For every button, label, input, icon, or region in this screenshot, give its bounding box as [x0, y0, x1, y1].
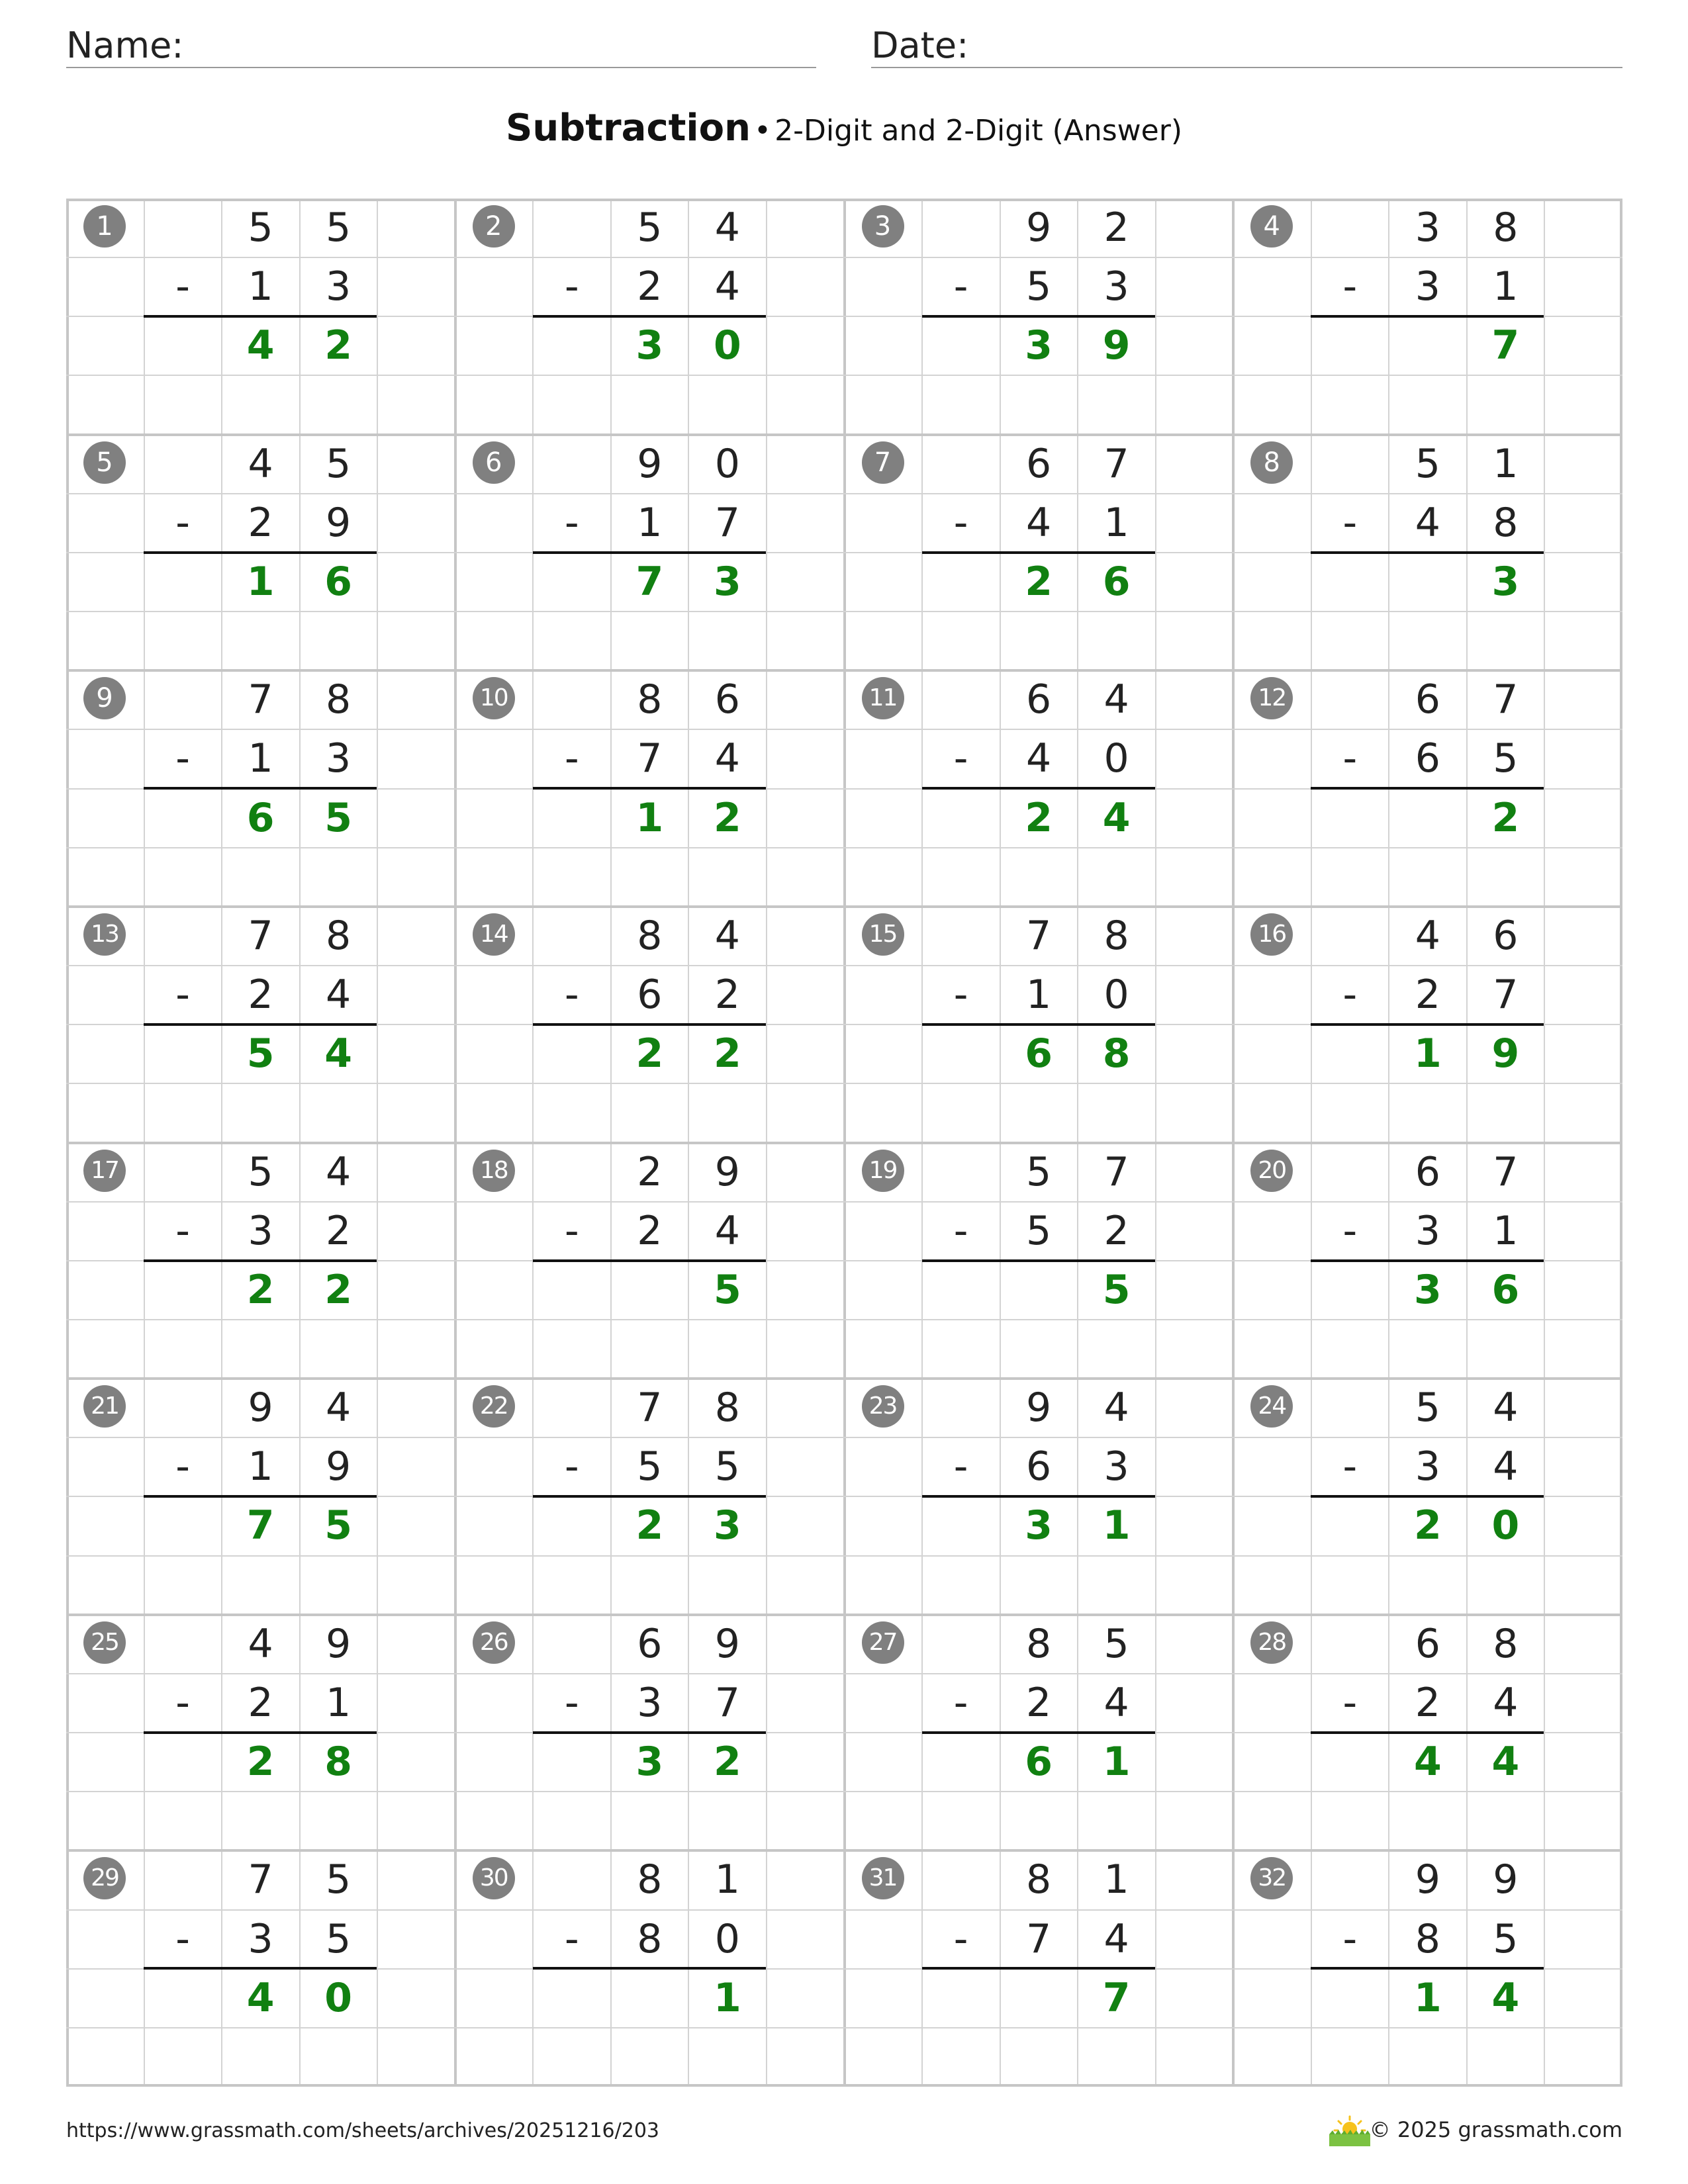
subtrahend-digit: 3: [248, 1207, 273, 1254]
worksheet-grid: [66, 199, 1622, 2087]
problem-number-badge: 11: [862, 677, 904, 719]
answer-digit: 9: [1491, 1030, 1520, 1077]
minuend-digit: 5: [1103, 1620, 1129, 1667]
minuend-digit: 5: [1026, 1148, 1052, 1195]
problem-31: [845, 1850, 1233, 2086]
minuend-digit: 9: [1493, 1856, 1519, 1903]
problem-25: [66, 1615, 455, 1850]
minus-sign: -: [953, 735, 968, 782]
answer-digit: 2: [246, 1266, 275, 1313]
problem-number-badge: 8: [1250, 441, 1293, 484]
minuend-digit: 9: [248, 1385, 273, 1432]
footer-copyright: © 2025 grassmath.com: [1369, 2117, 1622, 2142]
minuend-digit: 8: [1493, 205, 1519, 251]
answer-digit: 2: [1413, 1502, 1442, 1549]
minus-sign: -: [1342, 735, 1358, 782]
minuend-digit: 7: [1493, 1148, 1519, 1195]
minus-sign: -: [953, 1443, 968, 1490]
minuend-digit: 9: [326, 1620, 352, 1667]
problem-number-badge: 4: [1250, 205, 1293, 248]
answer-digit: 7: [246, 1502, 275, 1549]
answer-digit: 4: [1102, 794, 1131, 841]
subtrahend-digit: 2: [326, 1207, 352, 1254]
minuend-digit: 4: [1103, 676, 1129, 723]
minus-sign: -: [175, 1207, 190, 1254]
answer-digit: 6: [1491, 1266, 1520, 1313]
problem-number-badge: 31: [862, 1857, 904, 1899]
problem-number-badge: 14: [473, 913, 515, 956]
problem-23: [845, 1379, 1233, 1614]
subtrahend-digit: 4: [1103, 1915, 1129, 1962]
minuend-digit: 5: [248, 1148, 273, 1195]
answer-digit: 1: [1413, 1974, 1442, 2021]
subtrahend-digit: 4: [1026, 499, 1052, 546]
subtrahend-digit: 1: [248, 735, 273, 782]
minus-sign: -: [1342, 499, 1358, 546]
subtrahend-digit: 2: [1103, 1207, 1129, 1254]
subtrahend-digit: 5: [1493, 735, 1519, 782]
subtrahend-digit: 8: [1415, 1915, 1440, 1962]
problem-8: [1233, 435, 1622, 670]
answer-digit: 2: [1025, 558, 1053, 605]
problem-number-badge: 28: [1250, 1621, 1293, 1664]
subtrahend-digit: 3: [326, 263, 352, 310]
problem-12: [1233, 670, 1622, 906]
subtrahend-digit: 6: [637, 972, 663, 1019]
subtrahend-digit: 7: [714, 499, 740, 546]
problem-17: [66, 1143, 455, 1379]
subtrahend-digit: 2: [714, 972, 740, 1019]
minuend-digit: 8: [326, 676, 352, 723]
minuend-digit: 2: [637, 1148, 663, 1195]
minuend-digit: 7: [248, 676, 273, 723]
minus-sign: -: [953, 1207, 968, 1254]
answer-digit: 0: [714, 322, 741, 369]
problem-16: [1233, 907, 1622, 1142]
subtrahend-digit: 2: [1026, 1679, 1052, 1726]
answer-digit: 1: [246, 558, 275, 605]
problem-number-badge: 3: [862, 205, 904, 248]
name-line: [66, 67, 816, 68]
minuend-digit: 5: [326, 440, 352, 487]
minuend-digit: 9: [1026, 205, 1052, 251]
minuend-digit: 5: [248, 205, 273, 251]
minuend-digit: 9: [1415, 1856, 1440, 1903]
subtrahend-digit: 3: [248, 1915, 273, 1962]
answer-digit: 6: [1025, 1739, 1053, 1786]
problem-9: [66, 670, 455, 906]
problem-29: [66, 1850, 455, 2086]
answer-digit: 4: [1491, 1739, 1520, 1786]
minus-sign: -: [1342, 972, 1358, 1019]
minus-sign: -: [175, 1915, 190, 1962]
subtrahend-digit: 2: [248, 972, 273, 1019]
subtrahend-digit: 4: [714, 735, 740, 782]
subtrahend-digit: 6: [1415, 735, 1440, 782]
problem-32: [1233, 1850, 1622, 2086]
problem-number-badge: 18: [473, 1150, 515, 1192]
answer-digit: 8: [1102, 1030, 1131, 1077]
problem-4: [1233, 199, 1622, 434]
minuend-digit: 1: [1103, 1856, 1129, 1903]
problem-10: [455, 670, 844, 906]
minus-sign: -: [1342, 1207, 1358, 1254]
minuend-digit: 5: [637, 205, 663, 251]
minuend-digit: 6: [1415, 1620, 1440, 1667]
subtrahend-digit: 4: [1026, 735, 1052, 782]
problem-number-badge: 2: [473, 205, 515, 248]
minus-sign: -: [1342, 1679, 1358, 1726]
minus-sign: -: [175, 1443, 190, 1490]
minuend-digit: 1: [1493, 440, 1519, 487]
minuend-digit: 7: [1026, 912, 1052, 959]
subtrahend-digit: 6: [1026, 1443, 1052, 1490]
problem-7: [845, 435, 1233, 670]
problem-30: [455, 1850, 844, 2086]
answer-digit: 9: [1102, 322, 1131, 369]
minuend-digit: 1: [714, 1856, 740, 1903]
subtrahend-digit: 0: [714, 1915, 740, 1962]
answer-digit: 2: [1491, 794, 1520, 841]
title-subtitle: 2-Digit and 2-Digit (Answer): [774, 114, 1182, 148]
problem-number-badge: 12: [1250, 677, 1293, 719]
answer-digit: 2: [324, 1266, 353, 1313]
problem-21: [66, 1379, 455, 1614]
problem-number-badge: 19: [862, 1150, 904, 1192]
problem-number-badge: 29: [83, 1857, 126, 1899]
minus-sign: -: [175, 1679, 190, 1726]
answer-digit: 2: [714, 1030, 741, 1077]
problem-number-badge: 1: [83, 205, 126, 248]
answer-digit: 5: [246, 1030, 275, 1077]
subtrahend-digit: 3: [326, 735, 352, 782]
problem-number-badge: 13: [83, 913, 126, 956]
minuend-digit: 9: [637, 440, 663, 487]
problem-27: [845, 1615, 1233, 1850]
subtrahend-digit: 4: [714, 1207, 740, 1254]
problem-number-badge: 20: [1250, 1150, 1293, 1192]
minuend-digit: 5: [1415, 1385, 1440, 1432]
answer-digit: 1: [1102, 1502, 1131, 1549]
minuend-digit: 8: [1026, 1620, 1052, 1667]
problem-number-badge: 9: [83, 677, 126, 719]
subtrahend-digit: 2: [637, 1207, 663, 1254]
subtrahend-digit: 1: [637, 499, 663, 546]
minuend-digit: 4: [714, 205, 740, 251]
answer-digit: 6: [1102, 558, 1131, 605]
subtrahend-digit: 1: [1493, 1207, 1519, 1254]
subtrahend-digit: 7: [637, 735, 663, 782]
minuend-digit: 5: [326, 1856, 352, 1903]
problem-number-badge: 21: [83, 1385, 126, 1428]
minus-sign: -: [564, 735, 579, 782]
minus-sign: -: [175, 499, 190, 546]
subtrahend-digit: 5: [326, 1915, 352, 1962]
subtrahend-digit: 8: [1493, 499, 1519, 546]
problem-24: [1233, 1379, 1622, 1614]
answer-digit: 7: [1491, 322, 1520, 369]
problem-number-badge: 24: [1250, 1385, 1293, 1428]
problem-number-badge: 32: [1250, 1857, 1293, 1899]
minuend-digit: 6: [637, 1620, 663, 1667]
minuend-digit: 5: [1415, 440, 1440, 487]
minuend-digit: 3: [1415, 205, 1440, 251]
name-label: Name:: [66, 24, 184, 66]
answer-digit: 4: [1413, 1739, 1442, 1786]
minus-sign: -: [564, 972, 579, 1019]
problem-number-badge: 16: [1250, 913, 1293, 956]
problem-number-badge: 7: [862, 441, 904, 484]
minus-sign: -: [953, 1915, 968, 1962]
answer-digit: 0: [1491, 1502, 1520, 1549]
subtrahend-digit: 3: [1103, 263, 1129, 310]
subtrahend-digit: 4: [1493, 1679, 1519, 1726]
answer-digit: 6: [246, 794, 275, 841]
answer-digit: 3: [1413, 1266, 1442, 1313]
problem-14: [455, 907, 844, 1142]
subtrahend-digit: 1: [248, 263, 273, 310]
subtrahend-digit: 7: [714, 1679, 740, 1726]
minuend-digit: 4: [714, 912, 740, 959]
minuend-digit: 6: [1493, 912, 1519, 959]
date-label: Date:: [871, 24, 969, 66]
minuend-digit: 0: [714, 440, 740, 487]
problem-20: [1233, 1143, 1622, 1379]
answer-digit: 3: [635, 1739, 664, 1786]
problem-5: [66, 435, 455, 670]
subtrahend-digit: 5: [1493, 1915, 1519, 1962]
problem-28: [1233, 1615, 1622, 1850]
minuend-digit: 8: [714, 1385, 740, 1432]
minuend-digit: 8: [637, 912, 663, 959]
problem-number-badge: 6: [473, 441, 515, 484]
subtrahend-digit: 5: [637, 1443, 663, 1490]
minuend-digit: 7: [1103, 440, 1129, 487]
minus-sign: -: [1342, 1443, 1358, 1490]
minuend-digit: 9: [714, 1148, 740, 1195]
subtrahend-digit: 3: [1415, 1207, 1440, 1254]
minus-sign: -: [953, 263, 968, 310]
answer-digit: 2: [324, 322, 353, 369]
minuend-digit: 7: [248, 1856, 273, 1903]
subtrahend-digit: 3: [1103, 1443, 1129, 1490]
answer-digit: 2: [1025, 794, 1053, 841]
minus-sign: -: [564, 263, 579, 310]
subtrahend-digit: 5: [714, 1443, 740, 1490]
minus-sign: -: [1342, 263, 1358, 310]
answer-digit: 2: [635, 1502, 664, 1549]
subtrahend-digit: 2: [637, 263, 663, 310]
minuend-digit: 8: [637, 1856, 663, 1903]
problem-11: [845, 670, 1233, 906]
subtrahend-digit: 3: [1415, 1443, 1440, 1490]
page-title: [0, 105, 1688, 161]
answer-digit: 0: [324, 1974, 353, 2021]
answer-digit: 1: [714, 1974, 741, 2021]
subtrahend-digit: 0: [1103, 735, 1129, 782]
problem-3: [845, 199, 1233, 434]
problem-1: [66, 199, 455, 434]
answer-digit: 4: [1491, 1974, 1520, 2021]
subtrahend-digit: 4: [714, 263, 740, 310]
answer-digit: 4: [246, 1974, 275, 2021]
minus-sign: -: [564, 1679, 579, 1726]
footer-url: https://www.grassmath.com/sheets/archives/20251216/203: [66, 2119, 660, 2142]
answer-digit: 2: [246, 1739, 275, 1786]
answer-digit: 3: [714, 558, 741, 605]
answer-digit: 6: [324, 558, 353, 605]
answer-digit: 8: [324, 1739, 353, 1786]
problem-19: [845, 1143, 1233, 1379]
minus-sign: -: [953, 972, 968, 1019]
date-line: [871, 67, 1622, 68]
answer-digit: 7: [635, 558, 664, 605]
minus-sign: -: [175, 263, 190, 310]
minuend-digit: 4: [326, 1385, 352, 1432]
answer-digit: 4: [246, 322, 275, 369]
subtrahend-digit: 4: [326, 972, 352, 1019]
problem-2: [455, 199, 844, 434]
minuend-digit: 7: [1493, 676, 1519, 723]
title-main: Subtraction: [505, 107, 751, 150]
answer-digit: 3: [1025, 322, 1053, 369]
problem-number-badge: 15: [862, 913, 904, 956]
minuend-digit: 6: [1026, 676, 1052, 723]
minus-sign: -: [564, 499, 579, 546]
answer-digit: 5: [324, 794, 353, 841]
subtrahend-digit: 7: [1026, 1915, 1052, 1962]
minus-sign: -: [175, 735, 190, 782]
problem-number-badge: 17: [83, 1150, 126, 1192]
answer-digit: 6: [1025, 1030, 1053, 1077]
answer-digit: 5: [324, 1502, 353, 1549]
subtrahend-digit: 1: [1026, 972, 1052, 1019]
title-separator: •: [754, 114, 771, 148]
subtrahend-digit: 1: [326, 1679, 352, 1726]
subtrahend-digit: 3: [1415, 263, 1440, 310]
subtrahend-digit: 2: [1415, 1679, 1440, 1726]
minus-sign: -: [564, 1915, 579, 1962]
subtrahend-digit: 1: [248, 1443, 273, 1490]
answer-digit: 5: [714, 1266, 741, 1313]
minus-sign: -: [953, 1679, 968, 1726]
answer-digit: 1: [635, 794, 664, 841]
problem-number-badge: 25: [83, 1621, 126, 1664]
minuend-digit: 2: [1103, 205, 1129, 251]
subtrahend-digit: 2: [1415, 972, 1440, 1019]
problem-number-badge: 26: [473, 1621, 515, 1664]
subtrahend-digit: 2: [248, 1679, 273, 1726]
subtrahend-digit: 9: [326, 1443, 352, 1490]
answer-digit: 5: [1102, 1266, 1131, 1313]
subtrahend-digit: 8: [637, 1915, 663, 1962]
problem-6: [455, 435, 844, 670]
problem-number-badge: 5: [83, 441, 126, 484]
subtrahend-digit: 9: [326, 499, 352, 546]
subtrahend-digit: 3: [637, 1679, 663, 1726]
problem-number-badge: 27: [862, 1621, 904, 1664]
minuend-digit: 7: [637, 1385, 663, 1432]
minuend-digit: 8: [1103, 912, 1129, 959]
answer-digit: 1: [1413, 1030, 1442, 1077]
minuend-digit: 5: [326, 205, 352, 251]
minuend-digit: 4: [1493, 1385, 1519, 1432]
subtrahend-digit: 7: [1493, 972, 1519, 1019]
minuend-digit: 6: [1415, 1148, 1440, 1195]
minuend-digit: 4: [248, 1620, 273, 1667]
subtrahend-digit: 4: [1103, 1679, 1129, 1726]
subtrahend-digit: 1: [1103, 499, 1129, 546]
minuend-digit: 6: [714, 676, 740, 723]
answer-digit: 2: [714, 1739, 741, 1786]
problem-number-badge: 30: [473, 1857, 515, 1899]
minuend-digit: 9: [1026, 1385, 1052, 1432]
grass-sun-logo-icon: [1327, 2115, 1373, 2148]
subtrahend-digit: 4: [1493, 1443, 1519, 1490]
problem-13: [66, 907, 455, 1142]
problem-26: [455, 1615, 844, 1850]
problem-15: [845, 907, 1233, 1142]
minuend-digit: 6: [1026, 440, 1052, 487]
minuend-digit: 4: [1103, 1385, 1129, 1432]
minuend-digit: 8: [1493, 1620, 1519, 1667]
minuend-digit: 9: [714, 1620, 740, 1667]
minuend-digit: 4: [326, 1148, 352, 1195]
answer-digit: 4: [324, 1030, 353, 1077]
minuend-digit: 6: [1415, 676, 1440, 723]
subtrahend-digit: 2: [248, 499, 273, 546]
answer-digit: 3: [1025, 1502, 1053, 1549]
minus-sign: -: [564, 1443, 579, 1490]
answer-digit: 1: [1102, 1739, 1131, 1786]
problem-18: [455, 1143, 844, 1379]
minus-sign: -: [175, 972, 190, 1019]
minus-sign: -: [564, 1207, 579, 1254]
minuend-digit: 8: [637, 676, 663, 723]
problem-number-badge: 10: [473, 677, 515, 719]
answer-digit: 3: [714, 1502, 741, 1549]
answer-digit: 2: [714, 794, 741, 841]
minuend-digit: 4: [1415, 912, 1440, 959]
minus-sign: -: [953, 499, 968, 546]
subtrahend-digit: 5: [1026, 1207, 1052, 1254]
minuend-digit: 8: [1026, 1856, 1052, 1903]
problem-22: [455, 1379, 844, 1614]
answer-digit: 3: [635, 322, 664, 369]
answer-digit: 3: [1491, 558, 1520, 605]
answer-digit: 7: [1102, 1974, 1131, 2021]
subtrahend-digit: 0: [1103, 972, 1129, 1019]
problem-number-badge: 22: [473, 1385, 515, 1428]
subtrahend-digit: 1: [1493, 263, 1519, 310]
subtrahend-digit: 5: [1026, 263, 1052, 310]
subtrahend-digit: 4: [1415, 499, 1440, 546]
minuend-digit: 7: [248, 912, 273, 959]
minus-sign: -: [1342, 1915, 1358, 1962]
minuend-digit: 7: [1103, 1148, 1129, 1195]
answer-digit: 2: [635, 1030, 664, 1077]
minuend-digit: 8: [326, 912, 352, 959]
problem-number-badge: 23: [862, 1385, 904, 1428]
minuend-digit: 4: [248, 440, 273, 487]
